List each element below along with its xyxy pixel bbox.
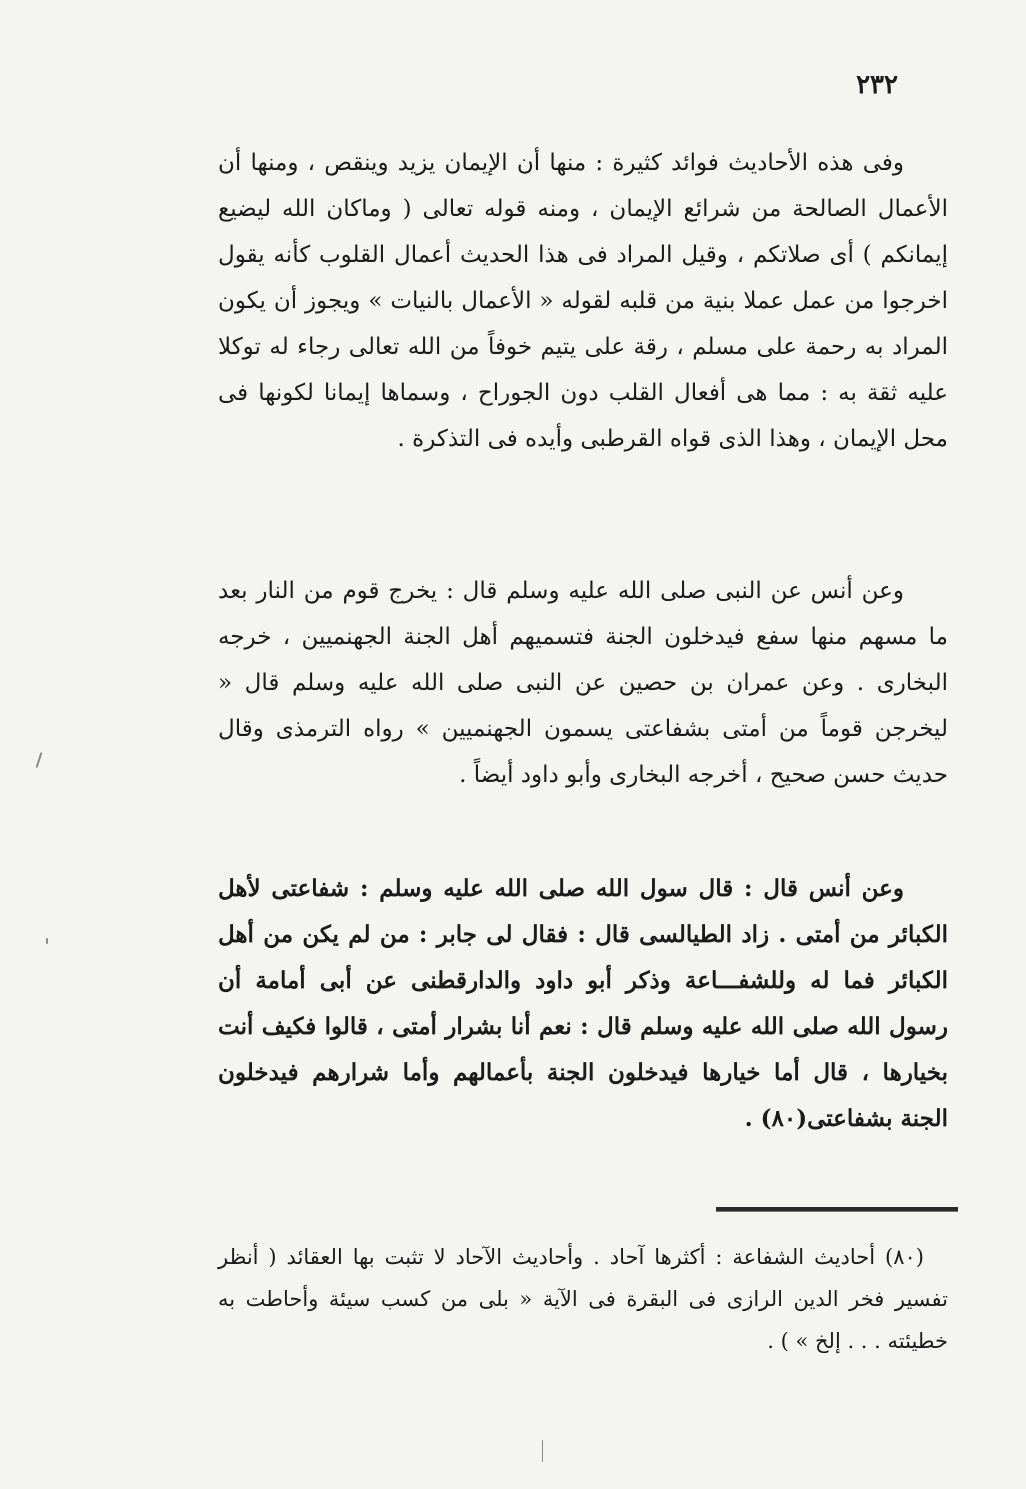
paragraph-text: وعن أنس عن النبى صلى الله عليه وسلم قال : يخرج قوم من النار بعد ما مسهم منها سفع فيدخلون الجنة فتسميهم أهل الجنة الجهنميين ، خرجه البخارى . وعن عمران بن حصين عن النبى صلى الله عليه وسلم قال « ليخرجن قوماً من أمتى بشفاعتى يسمون الجهنميين » رواه الترمذى وقال حديث حسن صحيح ، أخرجه البخارى وأبو داود أيضاً . — [218, 578, 948, 788]
paragraph-benefits-of-hadiths — [218, 140, 948, 462]
paragraph-hadith-shafaa-kabair — [218, 866, 948, 1142]
paragraph-text: وفى هذه الأحاديث فوائد كثيرة : منها أن الإيمان يزيد وينقص ، ومنها أن الأعمال الصالحة من شرائع الإيمان ، ومنه قوله تعالى ( وماكان الله ليضيع إيمانكم ) أى صلاتكم ، وقيل المراد فى هذا الحديث أعمال القلوب كأنه يقول اخرجوا من عمل عملا بنية من قلبه لقوله « الأعمال بالنيات » ويجوز أن يكون المراد به رحمة على مسلم ، رقة على يتيم خوفاً من الله تعالى رجاء له توكلا عليه ثقة به : مما هى أفعال القلب دون الجوراح ، وسماها إيمانا لكونها فى محل الإيمان ، وهذا الذى قواه القرطبى وأيده فى التذكرة . — [218, 150, 948, 452]
footnote — [218, 1236, 948, 1362]
footnote-separator — [716, 1207, 958, 1212]
scan-speck — [542, 1440, 543, 1462]
paragraph-hadith-anas-jahannamiyyin — [218, 568, 948, 798]
page-number: ٢٣٢ — [856, 70, 898, 100]
footnote-text: (٨٠) أحاديث الشفاعة : أكثرها آحاد . وأحاديث الآحاد لا تثبت بها العقائد ( أنظر تفسير فخر الدين الرازى فى البقرة فى الآية « بلى من كسب سيئة وأحاطت به خطيئته . . . إلخ » ) . — [218, 1245, 948, 1353]
scan-speck — [36, 752, 43, 768]
scan-speck — [46, 938, 48, 944]
paragraph-text: وعن أنس قال : قال سول الله صلى الله عليه وسلم : شفاعتى لأهل الكبائر من أمتى . زاد الطيالسى قال : فقال لى جابر : من لم يكن من أهل الكبائر فما له وللشفـــاعة وذكر أبو داود والدارقطنى عن أبى أمامة أن رسول الله صلى الله عليه وسلم قال : نعم أنا بشرار أمتى ، قالوا فكيف أنت بخيارها ، قال أما خيارها فيدخلون الجنة بأعمالهم وأما شرارهم فيدخلون الجنة بشفاعتى(٨٠) . — [218, 875, 948, 1132]
